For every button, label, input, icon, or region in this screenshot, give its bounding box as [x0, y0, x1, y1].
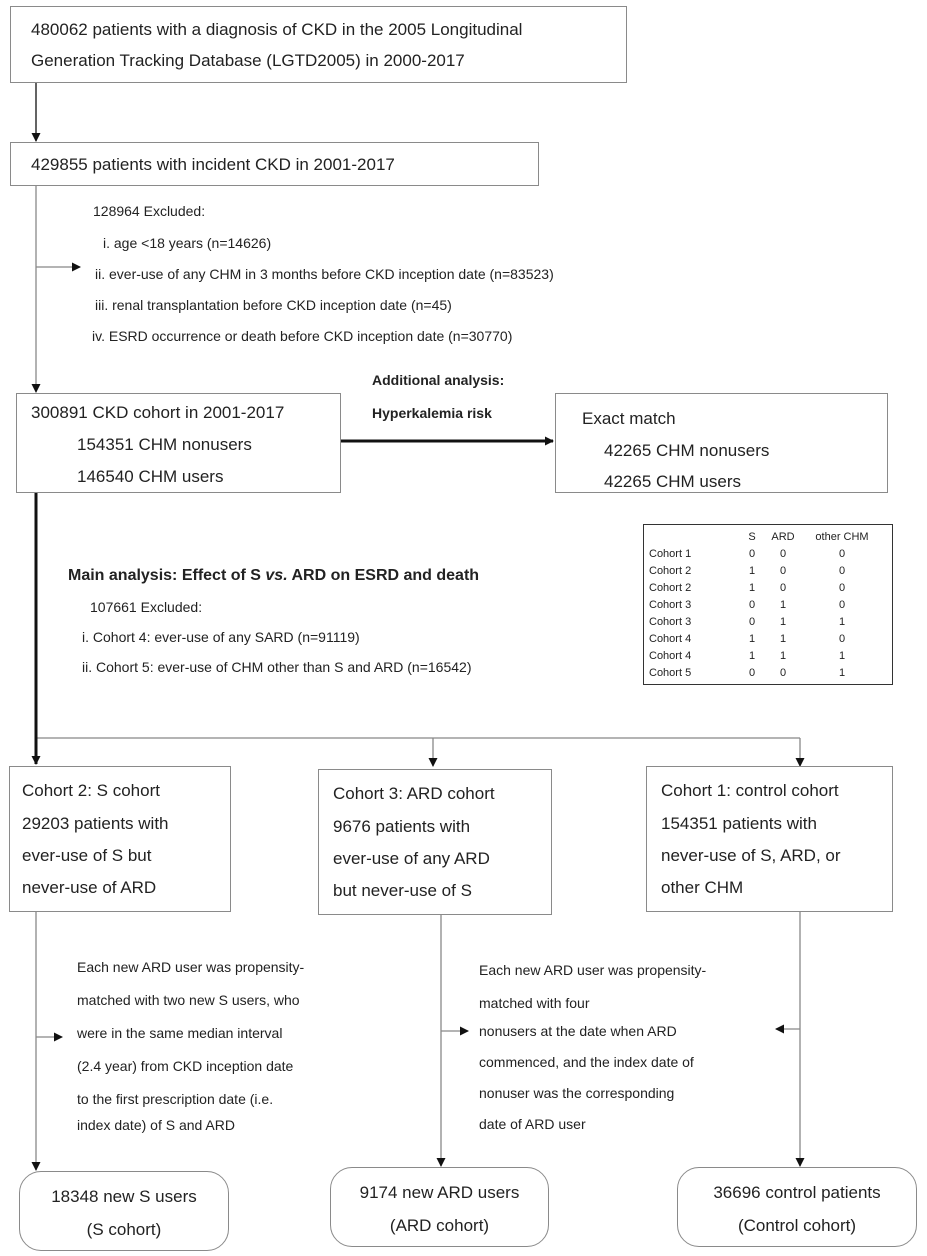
cohort1-line: never-use of S, ARD, or — [661, 846, 841, 865]
cohort2-s-box — [9, 766, 231, 912]
match-left-line: matched with two new S users, who — [77, 992, 300, 1008]
table-cell: 1 — [838, 666, 846, 679]
exclusion1-title: 128964 Excluded: — [93, 203, 206, 219]
source-line-2: Generation Tracking Database (LGTD2005) in 2000-2017 — [31, 51, 465, 70]
final-s-cohort-box — [19, 1171, 229, 1251]
final-ard-line-1: 9174 new ARD users — [359, 1183, 520, 1202]
match-left-line: Each new ARD user was propensity- — [77, 959, 305, 975]
cohort1-line: Cohort 1: control cohort — [661, 781, 839, 800]
table-cell: 1 — [838, 649, 846, 662]
exclusion1-item: iv. ESRD occurrence or death before CKD inception date (n=30770) — [92, 328, 513, 344]
table-cell: 1 — [748, 581, 756, 594]
hyperkalemia-label: Hyperkalemia risk — [372, 405, 492, 421]
match-right-line: nonusers at the date when ARD — [479, 1023, 677, 1039]
cohort-table — [649, 528, 881, 681]
table-row — [649, 562, 881, 579]
table-cell: 1 — [779, 615, 787, 628]
table-cell: 0 — [779, 547, 787, 560]
final-ard-cohort-box — [330, 1167, 549, 1247]
main-analysis-prefix: Main analysis: Effect of S — [68, 567, 266, 584]
match-right-line: matched with four — [479, 995, 590, 1011]
table-row — [649, 613, 881, 630]
exclusion2-title: 107661 Excluded: — [90, 599, 203, 615]
exclusion2-item: i. Cohort 4: ever-use of any SARD (n=91119) — [82, 629, 360, 645]
cohort2-line: Cohort 2: S cohort — [22, 781, 160, 800]
table-cell: Cohort 5 — [649, 666, 692, 679]
source-database-box — [10, 6, 627, 83]
cohort3-line: Cohort 3: ARD cohort — [333, 784, 495, 803]
cohort-total: 300891 CKD cohort in 2001-2017 — [31, 403, 285, 422]
table-cell: 0 — [838, 632, 846, 645]
cohort3-line: but never-use of S — [333, 881, 472, 900]
match-left-line: (2.4 year) from CKD inception date — [77, 1058, 294, 1074]
exclusion1-item: i. age <18 years (n=14626) — [103, 235, 272, 251]
table-cell: 0 — [838, 598, 846, 611]
header-s: S — [748, 530, 756, 543]
cohort3-line: 9676 patients with — [333, 817, 471, 836]
table-cell: 1 — [748, 632, 756, 645]
cohort1-line: other CHM — [661, 878, 744, 897]
table-cell: Cohort 2 — [649, 581, 692, 594]
main-analysis-vs: vs. — [265, 567, 288, 584]
match-left-line: to the first prescription date (i.e. — [77, 1091, 274, 1107]
table-cell: 1 — [838, 615, 846, 628]
cohort-users: 146540 CHM users — [77, 467, 224, 486]
match-right-line: date of ARD user — [479, 1116, 586, 1132]
final-control-cohort-box — [677, 1167, 917, 1247]
final-control-line-2: (Control cohort) — [737, 1216, 857, 1235]
final-ard-line-2: (ARD cohort) — [389, 1216, 490, 1235]
table-cell: 1 — [779, 632, 787, 645]
table-cell: 1 — [748, 564, 756, 577]
table-cell: Cohort 4 — [649, 632, 692, 645]
additional-analysis-label: Additional analysis: — [372, 372, 505, 388]
table-header-row — [649, 528, 881, 545]
main-analysis-heading — [68, 566, 479, 586]
table-row — [649, 596, 881, 613]
header-ard: ARD — [771, 530, 795, 543]
table-cell: 0 — [779, 666, 787, 679]
table-row — [649, 545, 881, 562]
cohort-nonusers: 154351 CHM nonusers — [77, 435, 252, 454]
match-left-line: index date) of S and ARD — [77, 1117, 235, 1133]
incident-ckd-box — [10, 142, 539, 186]
cohort2-line: 29203 patients with — [22, 814, 169, 833]
source-line-1: 480062 patients with a diagnosis of CKD in the 2005 Longitudinal — [31, 20, 523, 39]
cohort1-line: 154351 patients with — [661, 814, 817, 833]
final-s-line-2: (S cohort) — [86, 1220, 162, 1239]
ckd-cohort-box — [16, 393, 341, 493]
match-right-line: commenced, and the index date of — [479, 1054, 694, 1070]
cohort2-line: never-use of ARD — [22, 878, 157, 897]
table-cell: 1 — [748, 649, 756, 662]
table-row — [649, 664, 881, 681]
final-control-line-1: 36696 control patients — [713, 1183, 881, 1202]
table-cell: 0 — [838, 547, 846, 560]
table-cell: Cohort 1 — [649, 547, 692, 560]
cohort3-ard-box — [318, 769, 552, 915]
header-other-chm: other CHM — [815, 530, 869, 543]
exact-match-title: Exact match — [582, 409, 676, 428]
match-right-line: nonuser was the corresponding — [479, 1085, 675, 1101]
exclusion1-item: iii. renal transplantation before CKD inception date (n=45) — [95, 297, 452, 313]
table-row — [649, 630, 881, 647]
match-left-line: were in the same median interval — [77, 1025, 283, 1041]
table-cell: 0 — [748, 547, 756, 560]
table-cell: 0 — [838, 581, 846, 594]
table-row — [649, 647, 881, 664]
table-cell: Cohort 3 — [649, 615, 692, 628]
final-s-line-1: 18348 new S users — [51, 1187, 197, 1206]
incident-text: 429855 patients with incident CKD in 2001-2017 — [31, 155, 395, 174]
table-cell: 1 — [779, 649, 787, 662]
exclusion1-item: ii. ever-use of any CHM in 3 months before CKD inception date (n=83523) — [95, 266, 554, 282]
table-row — [649, 579, 881, 596]
table-cell: 0 — [779, 581, 787, 594]
table-cell: Cohort 2 — [649, 564, 692, 577]
exact-match-nonusers: 42265 CHM nonusers — [604, 441, 770, 460]
cohort3-line: ever-use of any ARD — [333, 849, 490, 868]
exclusion2-item: ii. Cohort 5: ever-use of CHM other than S and ARD (n=16542) — [82, 659, 472, 675]
cohort2-line: ever-use of S but — [22, 846, 152, 865]
cohort-definition-table — [643, 524, 893, 685]
table-cell: 0 — [779, 564, 787, 577]
exact-match-users: 42265 CHM users — [604, 472, 742, 491]
exact-match-box — [555, 393, 888, 493]
table-cell: 0 — [748, 615, 756, 628]
table-cell: Cohort 3 — [649, 598, 692, 611]
table-cell: 0 — [838, 564, 846, 577]
table-cell: 1 — [779, 598, 787, 611]
match-right-line: Each new ARD user was propensity- — [479, 962, 707, 978]
table-cell: 0 — [748, 666, 756, 679]
main-analysis-suffix: ARD on ESRD and death — [287, 567, 480, 584]
table-cell: 0 — [748, 598, 756, 611]
table-cell: Cohort 4 — [649, 649, 692, 662]
cohort1-control-box — [646, 766, 893, 912]
